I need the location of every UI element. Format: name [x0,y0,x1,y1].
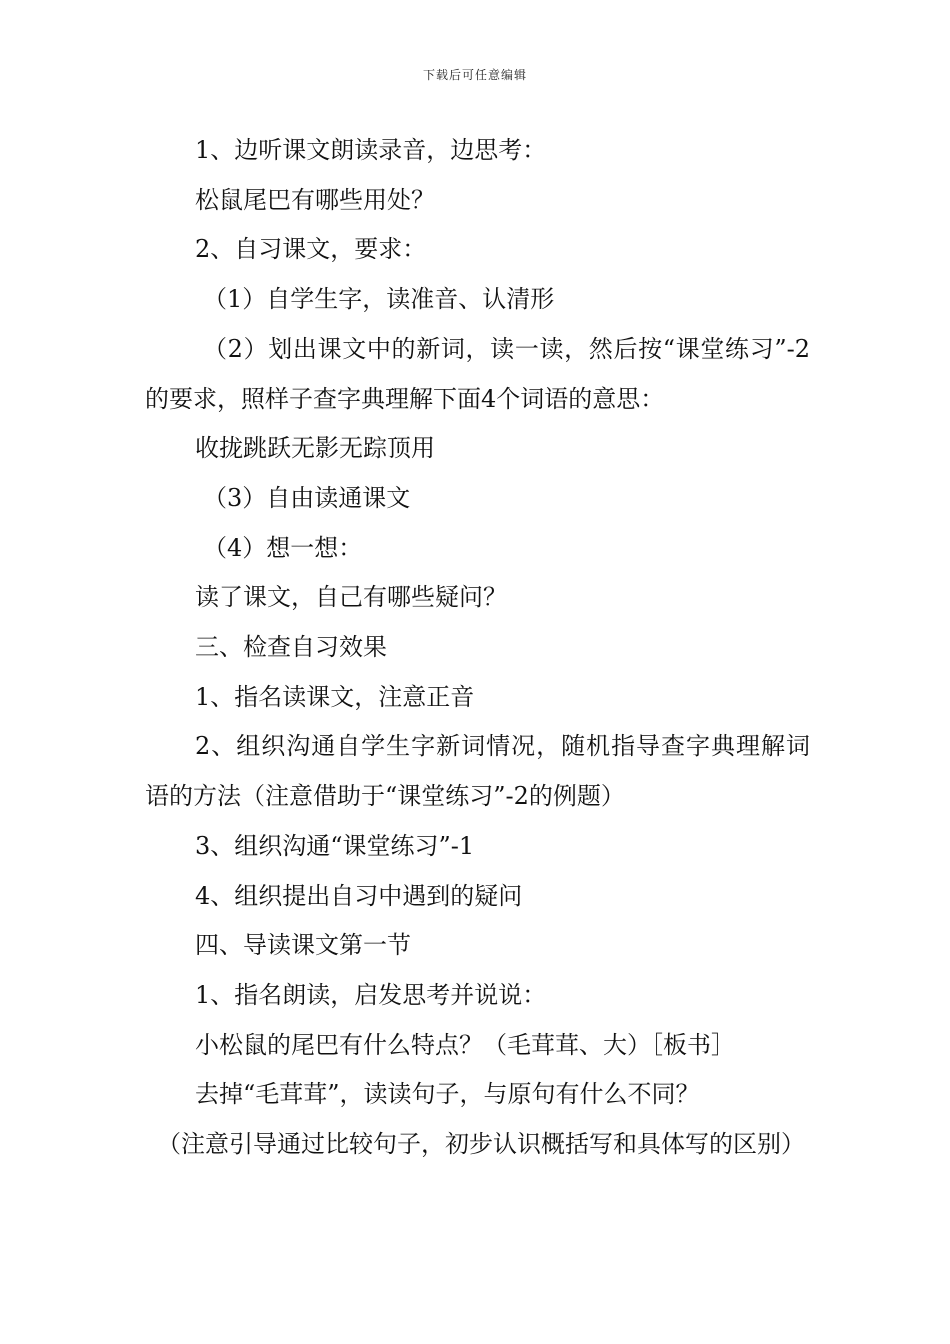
paragraph-4: （1）自学生字，读准音、认清形 [203,285,555,314]
paragraph-16: 1、指名朗读，启发思考并说说： [195,980,547,1009]
paragraph-3: 2、自习课文，要求： [195,235,427,264]
paragraph-7: （3）自由读通课文 [203,483,411,512]
paragraph-12: 2、组织沟通自学生字新词情况，随机指导查字典理解词语的方法（注意借助于“课堂练习”-2的例题） [145,732,810,811]
paragraph-6: 收拢跳跃无影无踪顶用 [195,434,435,463]
paragraph-5: （2）划出课文中的新词，读一读，然后按“课堂练习”-2的要求，照样子查字典理解下面4个词语的意思： [145,334,810,413]
paragraph-11: 1、指名读课文，注意正音 [195,682,475,711]
paragraph-17: 小松鼠的尾巴有什么特点？（毛茸茸、大）［板书］ [195,1030,735,1059]
paragraph-9: 读了课文，自己有哪些疑问？ [195,583,507,612]
paragraph-2: 松鼠尾巴有哪些用处？ [195,185,435,214]
paragraph-15: 四、导读课文第一节 [195,931,411,960]
paragraph-8: （4）想一想： [203,533,363,562]
document-body [145,126,810,1170]
page-header-note: 下载后可任意编辑 [422,68,527,82]
paragraph-18: 去掉“毛茸茸”，读读句子，与原句有什么不同？ [195,1080,700,1109]
paragraph-13: 3、组织沟通“课堂练习”-1 [195,831,475,860]
paragraph-10: 三、检查自习效果 [195,633,387,662]
paragraph-1: 1、边听课文朗读录音，边思考： [195,136,547,164]
paragraph-19: （注意引导通过比较句子，初步认识概括写和具体写的区别） [157,1130,805,1159]
paragraph-14: 4、组织提出自习中遇到的疑问 [195,881,523,910]
